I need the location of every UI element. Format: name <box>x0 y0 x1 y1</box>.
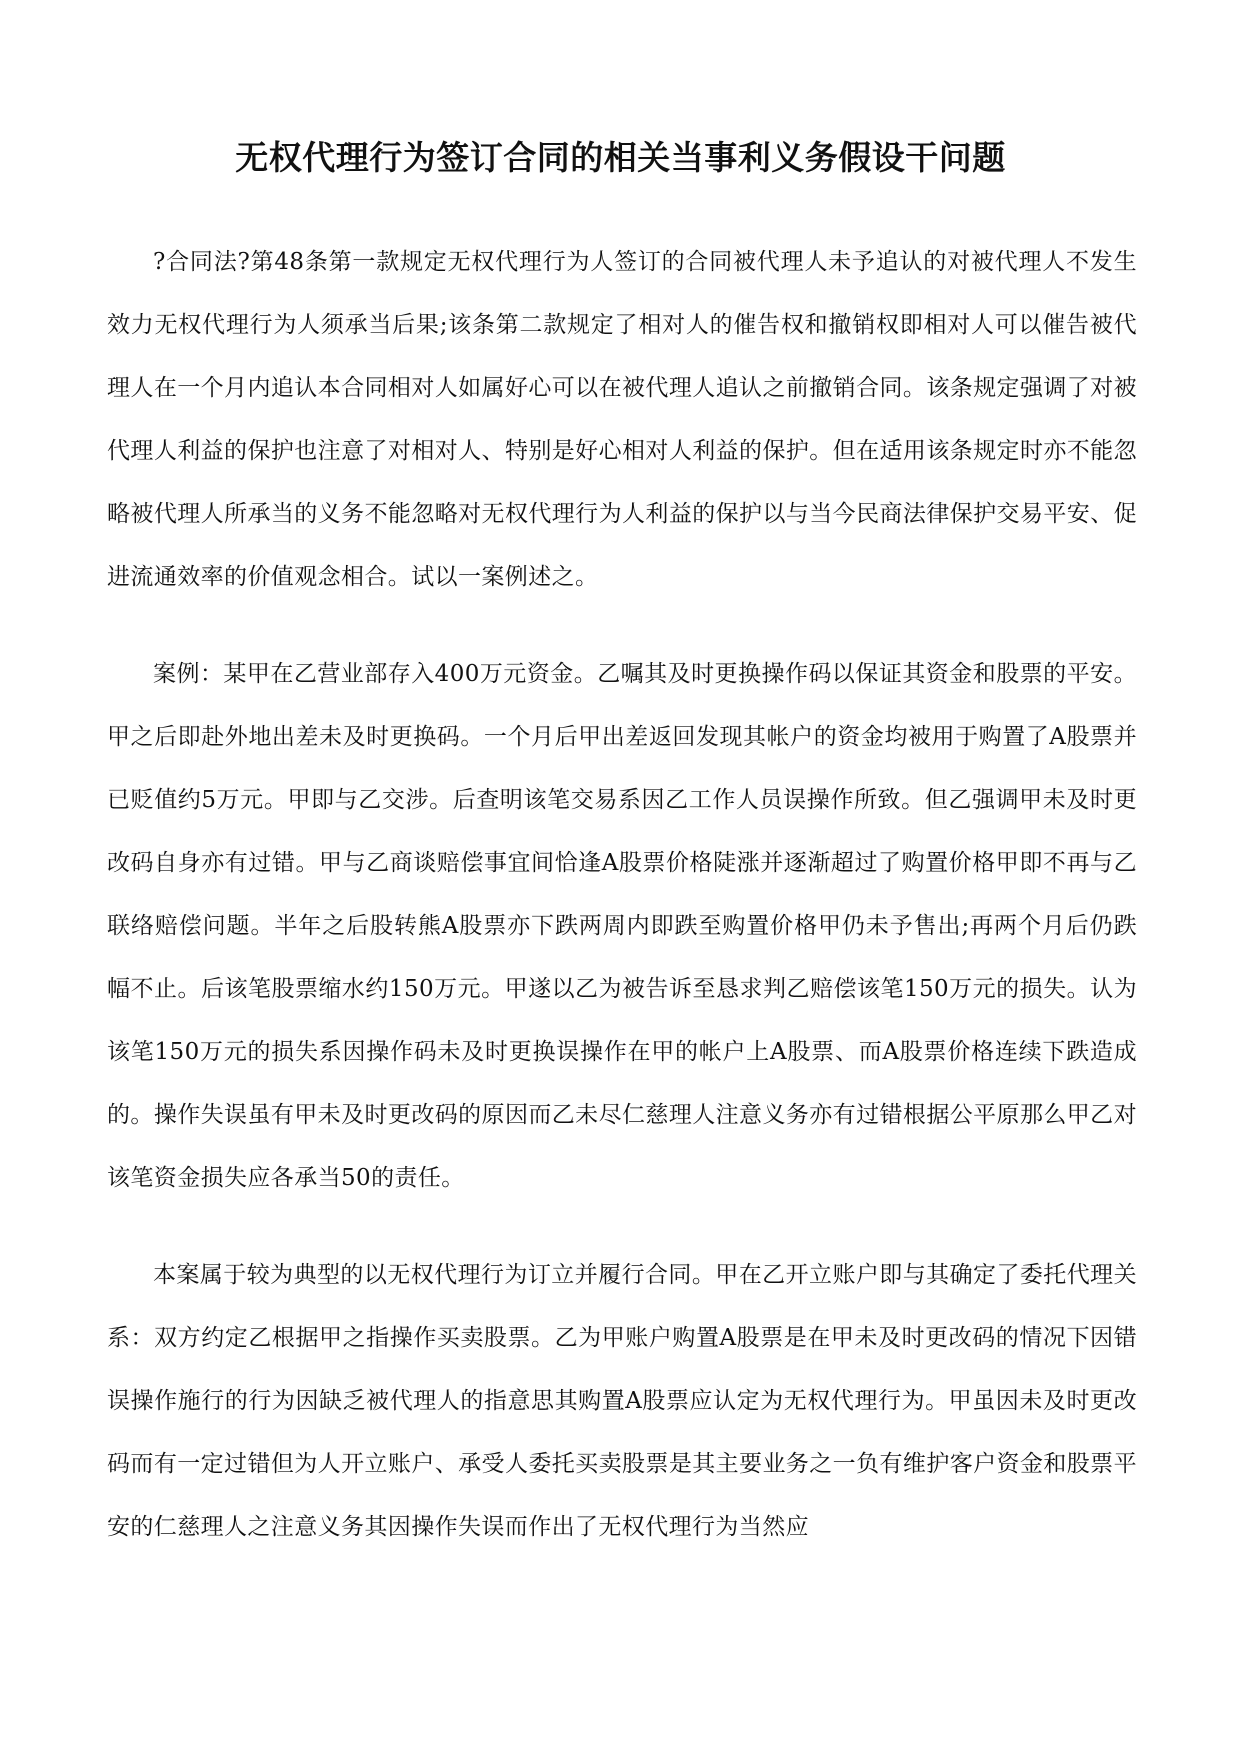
document-body <box>107 231 1137 1559</box>
paragraph-analysis: 本案属于较为典型的以无权代理行为订立并履行合同。甲在乙开立账户即与其确定了委托代理关系：双方约定乙根据甲之指操作买卖股票。乙为甲账户购置A股票是在甲未及时更改码的情况下因错误操作施行的行为因缺乏被代理人的指意思其购置A股票应认定为无权代理行为。甲虽因未及时更改码而有一定过错但为人开立账户、承受人委托买卖股票是其主要业务之一负有维护客户资金和股票平安的仁慈理人之注意义务其因操作失误而作出了无权代理行为当然应 <box>107 1262 1137 1540</box>
paragraph-case: 案例：某甲在乙营业部存入400万元资金。乙嘱其及时更换操作码以保证其资金和股票的平安。甲之后即赴外地出差未及时更换码。一个月后甲出差返回发现其帐户的资金均被用于购置了A股票并已贬值约5万元。甲即与乙交涉。后查明该笔交易系因乙工作人员误操作所致。但乙强调甲未及时更改码自身亦有过错。甲与乙商谈赔偿事宜间恰逢A股票价格陡涨并逐渐超过了购置价格甲即不再与乙联络赔偿问题。半年之后股转熊A股票亦下跌两周内即跌至购置价格甲仍未予售出;再两个月后仍跌幅不止。后该笔股票缩水约150万元。甲遂以乙为被告诉至恳求判乙赔偿该笔150万元的损失。认为该笔150万元的损失系因操作码未及时更换误操作在甲的帐户上A股票、而A股票价格连续下跌造成的。操作失误虽有甲未及时更改码的原因而乙未尽仁慈理人注意义务亦有过错根据公平原那么甲乙对该笔资金损失应各承当50的责任。 <box>107 661 1137 1191</box>
document-title: 无权代理行为签订合同的相关当事利义务假设干问题 <box>235 138 1006 177</box>
paragraph-intro: ?合同法?第48条第一款规定无权代理行为人签订的合同被代理人未予追认的对被代理人不发生效力无权代理行为人须承当后果;该条第二款规定了相对人的催告权和撤销权即相对人可以催告被代理人在一个月内追认本合同相对人如属好心可以在被代理人追认之前撤销合同。该条规定强调了对被代理人利益的保护也注意了对相对人、特别是好心相对人利益的保护。但在适用该条规定时亦不能忽略被代理人所承当的义务不能忽略对无权代理行为人利益的保护以与当今民商法律保护交易平安、促进流通效率的价值观念相合。试以一案例述之。 <box>107 249 1137 590</box>
